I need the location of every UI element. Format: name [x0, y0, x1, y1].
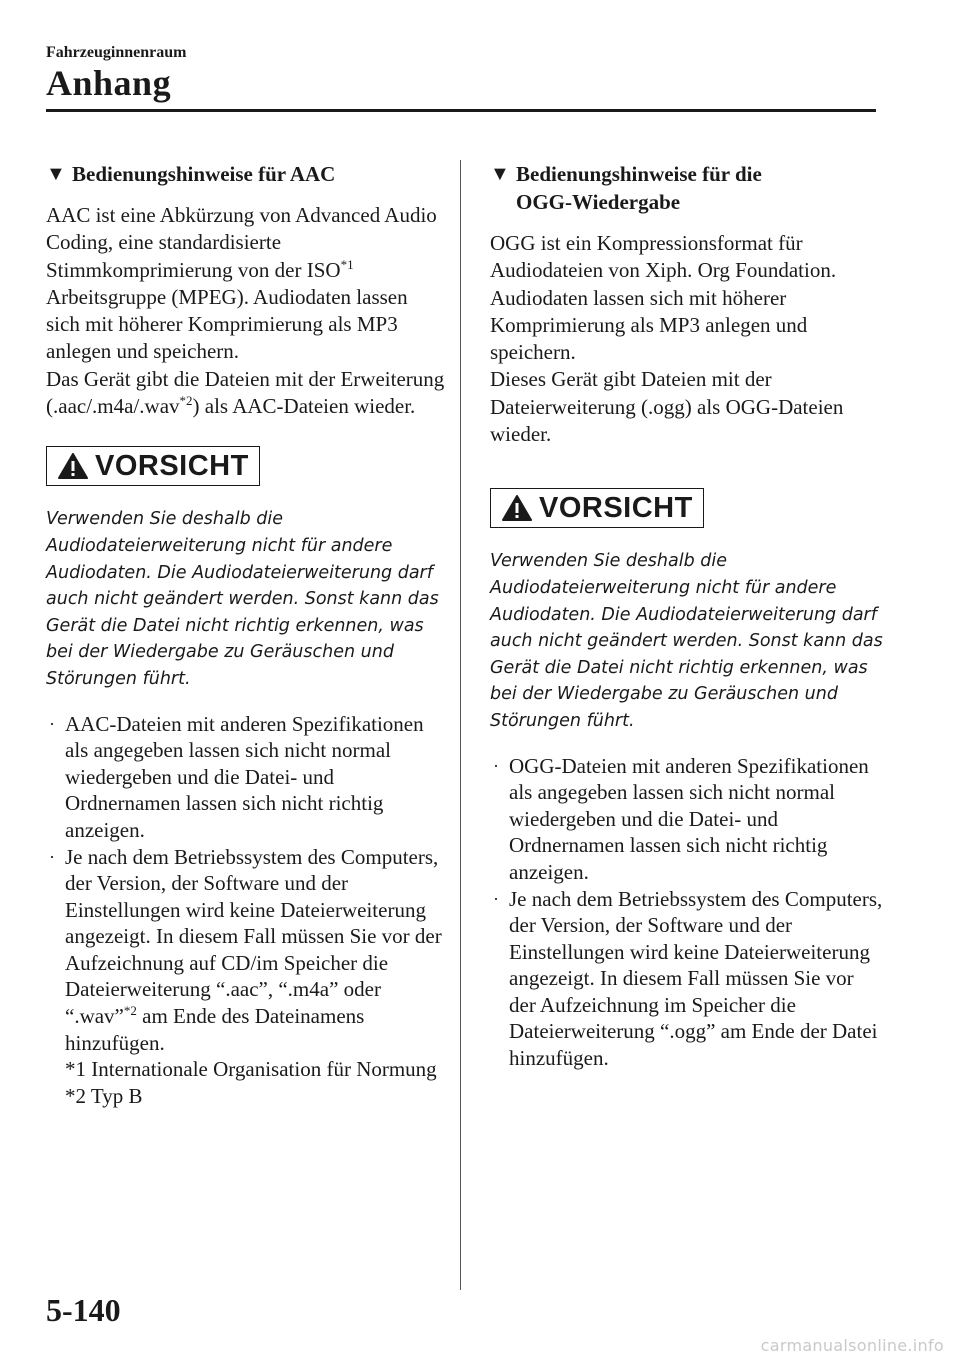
- aac-bullet-2-text-a: Je nach dem Betriebssystem des Computers, der Version, der Software und der Einstellungen wird keine Dateierweiterung angezeigt. In diesem Fall müssen Sie vor der Aufzeichnung auf CD/im Speicher die Dateierweiterung “.aac”, “.m4a” oder “.wav”: [65, 844, 442, 1029]
- list-item: [490, 753, 885, 886]
- list-item: [46, 711, 446, 844]
- bullet-dot-icon: ·: [493, 755, 499, 776]
- ogg-heading-line-1: Bedienungshinweise für die: [516, 162, 762, 186]
- header-rule: [46, 109, 876, 112]
- page-number: 5-140: [46, 1292, 121, 1328]
- caution-box-ogg: [490, 488, 704, 528]
- caution-box-aac: [46, 446, 260, 486]
- bullet-dot-icon: ·: [493, 888, 499, 909]
- aac-bullet-list: [46, 711, 446, 1057]
- bullet-dot-icon: ·: [49, 846, 55, 867]
- footnote-ref-2: *2: [123, 1003, 137, 1019]
- aac-p2-text-a: Das Gerät gibt die Dateien mit der Erweiterung (.aac/.m4a/.wav: [46, 366, 445, 419]
- warning-triangle-icon: [57, 452, 89, 480]
- ogg-heading-line-2: OGG-Wiedergabe: [516, 190, 681, 214]
- aac-p1-text-a: AAC ist eine Abkürzung von Advanced Audio Coding, eine standardisierte Stimmkomprimierung von der ISO: [46, 203, 437, 282]
- bullet-dot-icon: ·: [49, 713, 55, 734]
- aac-heading: [46, 160, 446, 188]
- ogg-paragraph-1: OGG ist ein Kompressionsformat für Audiodateien von Xiph. Org Foundation. Audiodaten lassen sich mit höherer Komprimierung als MP3 anlegen und speichern.: [490, 231, 837, 365]
- aac-p1-text-b: Arbeitsgruppe (MPEG). Audiodaten lassen sich mit höherer Komprimierung als MP3 anlegen und speichern.: [46, 284, 408, 364]
- aac-bullet-1-text: AAC-Dateien mit anderen Spezifikationen als angegeben lassen sich nicht normal wiedergeben und die Datei- und Ordnernamen lassen sich nicht richtig anzeigen.: [65, 711, 424, 842]
- triangle-down-icon: ▼: [46, 163, 66, 185]
- ogg-paragraph-2: Dieses Gerät gibt Dateien mit der Dateierweiterung (.ogg) als OGG-Dateien wieder.: [490, 367, 844, 447]
- ogg-bullet-1-text: OGG-Dateien mit anderen Spezifikationen als angegeben lassen sich nicht normal wiedergeben und die Datei- und Ordnernamen lassen sich nicht richtig anzeigen.: [509, 753, 869, 884]
- ogg-heading: [490, 160, 885, 216]
- footnote-1: *1 Internationale Organisation für Normung: [65, 1057, 437, 1082]
- header-chapter: Anhang: [46, 63, 172, 103]
- column-divider: [460, 160, 461, 1290]
- aac-caution-text: Verwenden Sie deshalb die Audiodateierweiterung nicht für andere Audiodaten. Die Audiodateierweiterung darf auch nicht geändert werden. Sonst kann das Gerät die Datei nicht richtig erkennen, was bei der Wiedergabe zu Geräuschen und Störungen führt.: [46, 509, 439, 689]
- list-item: [490, 886, 885, 1072]
- footnote-2: *2 Typ B: [65, 1083, 143, 1108]
- caution-label: VORSICHT: [95, 449, 249, 482]
- footnote-ref-1: *1: [340, 256, 354, 272]
- aac-bullet-2-text-b: am Ende des Dateinamens hinzufügen.: [65, 1004, 365, 1055]
- triangle-down-icon: ▼: [490, 163, 510, 185]
- ogg-bullet-list: [490, 753, 885, 1072]
- aac-heading-text: Bedienungshinweise für AAC: [72, 162, 336, 186]
- warning-triangle-icon: [501, 494, 533, 522]
- aac-paragraph-2: [46, 366, 446, 421]
- header-section: Fahrzeuginnenraum: [46, 44, 187, 61]
- caution-label: VORSICHT: [539, 491, 693, 524]
- right-column: [490, 160, 885, 1072]
- left-column: [46, 160, 446, 1109]
- list-item: [46, 844, 446, 1057]
- aac-paragraph-1: [46, 202, 446, 366]
- ogg-caution-text: Verwenden Sie deshalb die Audiodateierweiterung nicht für andere Audiodaten. Die Audiodateierweiterung darf auch nicht geändert werden. Sonst kann das Gerät die Datei nicht richtig erkennen, was bei der Wiedergabe zu Geräuschen und Störungen führt.: [490, 551, 883, 731]
- aac-p2-text-b: ) als AAC-Dateien wieder.: [192, 394, 416, 419]
- footnote-ref-2: *2: [179, 393, 193, 409]
- watermark: carmanualsonline.info: [760, 1336, 944, 1355]
- ogg-bullet-2-text: Je nach dem Betriebssystem des Computers, der Version, der Software und der Einstellungen wird keine Dateierweiterung angezeigt. In diesem Fall müssen Sie vor der Aufzeichnung im Speicher die Dateierweiterung “.ogg” am Ende der Datei hinzufügen.: [509, 886, 883, 1071]
